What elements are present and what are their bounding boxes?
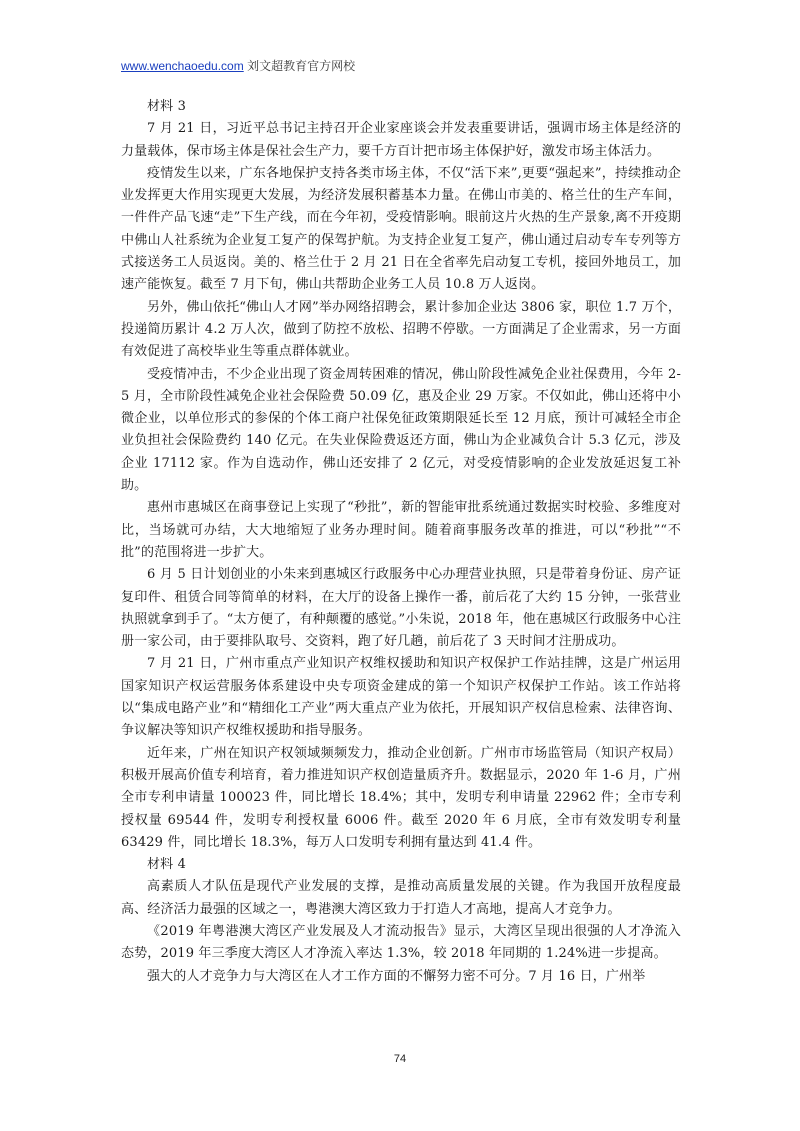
paragraph: 强大的人才竞争力与大湾区在人才工作方面的不懈努力密不可分。7 月 16 日，广州举 (147, 968, 646, 984)
document-body (121, 96, 681, 988)
paragraph: 《2019 年粤港澳大湾区产业发展及人才流动报告》显示，大湾区呈现出很强的人才净流入态势，2019 年三季度大湾区人才净流入率达 1.3%，较 2018 年同期的 1.24%进一步提高。 (121, 923, 681, 962)
material-heading: 材料 4 (147, 857, 187, 873)
paragraph: 惠州市惠城区在商事登记上实现了“秒批”，新的智能审批系统通过数据实时校验、多维度对比，当场就可办结，大大地缩短了业务办理时间。随着商事服务改革的推进，可以“秒批”“不批”的范围将进一步扩大。 (121, 500, 681, 560)
paragraph: 近年来，广州在知识产权领域频频发力，推动企业创新。广州市市场监管局（知识产权局）积极开展高价值专利培育，着力推进知识产权创造量质齐升。数据显示，2020 年 1-6 月，广州全市专利申请量 100023 件，同比增长 18.4%；其中，发明专利申请量 22962 件；全市专利授权量 69544 件，发明专利授权量 6006 件。截至 2020 年 6 月底，全市有效发明专利量 63429 件，同比增长 18.3%，每万人口发明专利拥有量达到 41.4 件。 (121, 745, 681, 850)
paragraph: 疫情发生以来，广东各地保护支持各类市场主体，不仅“活下来”,更要“强起来”，持续推动企业发挥更大作用实现更大发展，为经济发展积蓄基本力量。在佛山市美的、格兰仕的生产车间，一件件产品飞速“走”下生产线，而在今年初，受疫情影响。眼前这片火热的生产景象,离不开疫期中佛山人社系统为企业复工复产的保驾护航。为支持企业复工复产，佛山通过启动专车专列等方式接送务工人员返岗。美的、格兰仕于 2 月 21 日在全省率先启动复工专机，接回外地员工，加速产能恢复。截至 7 月下旬，佛山共帮助企业务工人员 10.8 万人返岗。 (121, 165, 681, 293)
paragraph: 高素质人才队伍是现代产业发展的支撑，是推动高质量发展的关键。作为我国开放程度最高、经济活力最强的区域之一，粤港澳大湾区致力于打造人才高地，提高人才竞争力。 (121, 879, 681, 917)
material-heading: 材料 3 (147, 99, 187, 114)
site-name: 刘文超教育官方网校 (243, 59, 356, 73)
paragraph: 6 月 5 日计划创业的小朱来到惠城区行政服务中心办理营业执照，只是带着身份证、房产证复印件、租赁合同等简单的材料，在大厅的设备上操作一番，前后花了大约 15 分钟，一张营业执照就拿到手了。“太方便了，有种颠覆的感觉。”小朱说，2018 年，他在惠城区行政服务中心注册一家公司，由于要排队取号、交资料，跑了好几趟，前后花了 3 天时间才注册成功。 (121, 567, 681, 650)
website-link[interactable]: www.wenchaoedu.com (121, 59, 244, 73)
paragraph: 7 月 21 日，习近平总书记主持召开企业家座谈会并发表重要讲话，强调市场主体是经济的力量载体，保市场主体是保社会生产力，要千方百计把市场主体保护好，激发市场主体活力。 (121, 121, 681, 159)
page-number: 74 (393, 1053, 407, 1065)
paragraph: 另外，佛山依托“佛山人才网”举办网络招聘会，累计参加企业达 3806 家，职位 1.7 万个，投递简历累计 4.2 万人次，做到了防控不放松、招聘不停歇。一方面满足了企业需求，另一方面有效促进了高校毕业生等重点群体就业。 (121, 299, 681, 360)
paragraph: 受疫情冲击，不少企业出现了资金周转困难的情况，佛山阶段性减免企业社保费用，今年 2-5 月，全市阶段性减免企业社会保险费 50.09 亿，惠及企业 29 万家。不仅如此，佛山还将中小微企业，以单位形式的参保的个体工商户社保免征政策期限延长至 12 月底，预计可减轻全市企业负担社会保险费约 140 亿元。在失业保险费返还方面，佛山为企业减负合计 5.3 亿元，涉及企业 17112 家。作为自选动作，佛山还安排了 2 亿元，对受疫情影响的企业发放延迟复工补助。 (121, 366, 681, 494)
page-header (121, 58, 355, 74)
paragraph: 7 月 21 日，广州市重点产业知识产权维权援助和知识产权保护工作站挂牌，这是广州运用国家知识产权运营服务体系建设中央专项资金建成的第一个知识产权保护工作站。该工作站将以“集成电路产业”和“精细化工产业”两大重点产业为依托，开展知识产权信息检索、法律咨询、争议解决等知识产权维权援助和指导服务。 (121, 656, 681, 739)
